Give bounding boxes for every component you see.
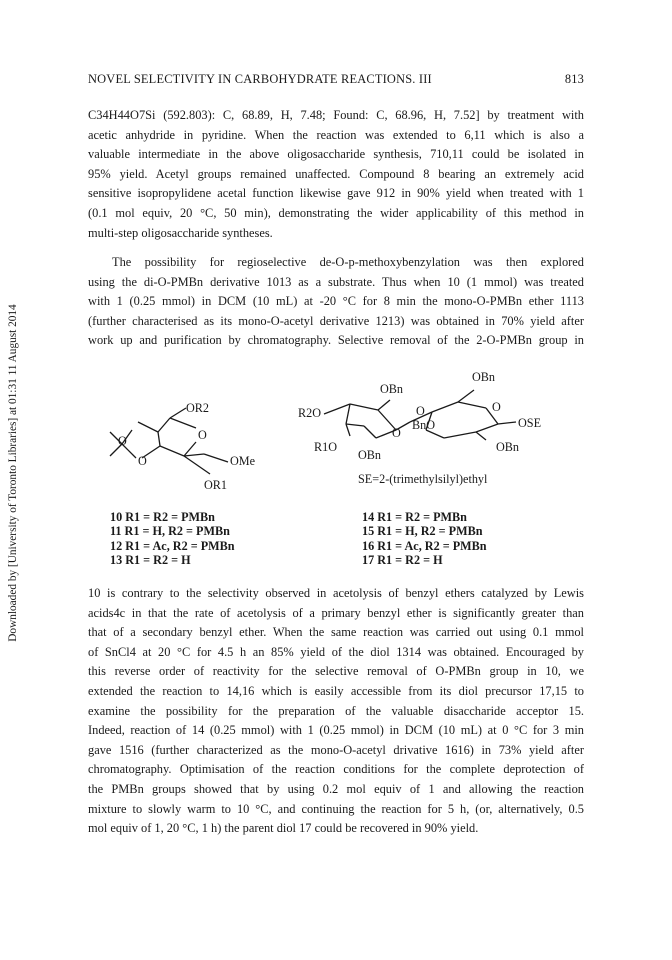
compound-entry: 13 R1 = R2 = H (110, 553, 191, 568)
compound-list-left (110, 510, 235, 568)
text-line: examine the possibility for the preparation of the valuable disaccharide acceptor 15. (88, 703, 584, 718)
text-line: The possibility for regioselective de-O-p-methoxybenzylation was then explored (112, 255, 584, 269)
paragraph-2 (88, 253, 584, 351)
text-line: using the di-O-PMBn derivative 1013 as a substrate. Thus when 10 (1 mmol) was treated (88, 274, 584, 289)
label-or2: OR2 (186, 401, 210, 415)
download-watermark: Downloaded by [University of Toronto Libraries] at 01:31 11 August 2014 (7, 304, 19, 642)
text-line: sensitive isopropylidene acetal function likewise gave 912 in 90% yield when treated with 1 (88, 186, 584, 201)
text-line: this reverse order of reactivity for the selective removal of O-PMBn group in 10, we (88, 664, 584, 679)
text-line: 10 is contrary to the selectivity observed in acetolysis of benzyl ethers catalyzed by Lewis (88, 586, 584, 600)
text-line: C34H44O7Si (592.803): C, 68.89, H, 7.48; Found: C, 68.96, H, 7.52] by treatment with (88, 108, 584, 122)
label-obn-bottom-right: OBn (496, 440, 520, 454)
label-o-acetal-bottom: O (138, 454, 147, 468)
label-o-ring-right: O (492, 400, 501, 414)
text-line: chromatography. Optimisation of the reaction conditions for the complete deprotection of (88, 762, 584, 777)
text-line: (further characterised as its mono-O-acetyl derivative 1213) was obtained in 70% yield after (88, 313, 584, 328)
label-obn-top-right: OBn (472, 370, 496, 384)
se-definition: SE=2-(trimethylsilyl)ethyl (358, 472, 488, 486)
label-ose: OSE (518, 416, 542, 430)
text-line: the PMBn groups showed that by using 0.2 mol equiv of 1 and allowing the reaction (88, 781, 584, 796)
text-line: multi-step oligosaccharide syntheses. (88, 225, 273, 240)
label-o-acetal-top: O (118, 434, 127, 448)
compound-entry: 11 R1 = H, R2 = PMBn (110, 524, 230, 539)
compound-entry: 14 R1 = R2 = PMBn (362, 510, 467, 524)
label-ome: OMe (230, 454, 256, 468)
text-line: mol equiv of 1, 20 °C, 1 h) the parent diol 17 could be recovered in 90% yield. (88, 821, 479, 836)
text-line: acetic anhydride in pyridine. When the reaction was extended to 6,11 which is also a (88, 127, 584, 142)
text-line: gave 1516 (further characterized as the mono-O-acetyl drivative 1616) in 73% yield after (88, 742, 584, 757)
label-or1: OR1 (204, 478, 228, 492)
label-r1o: R1O (314, 440, 338, 454)
text-line: that of a secondary benzyl ether. When the same reaction was carried out using 0.1 mmol (88, 625, 584, 640)
text-line: 95% yield. Acetyl groups remained unaffected. Compound 8 bearing an extremely acid (88, 166, 584, 181)
label-bno: BnO (412, 418, 436, 432)
text-line: valuable intermediate in the above oligosaccharide synthesis, 710,11 could be isolated in (88, 147, 584, 162)
text-line: extended the reaction to 14,16 which is easily accessible from its diol precursor 17,15 to (88, 683, 584, 698)
text-line: (0.1 mol equiv, 20 °C, 50 min), demonstrating the wider applicability of this method in (88, 205, 584, 220)
compound-entry: 16 R1 = Ac, R2 = PMBn (362, 538, 487, 553)
page-number: 813 (564, 72, 584, 86)
label-obn-top-left: OBn (380, 382, 404, 396)
label-o-ring: O (198, 428, 207, 442)
text-line: work up and purification by chromatography. Selective removal of the 2-O-PMBn group in (88, 333, 584, 348)
paragraph-1 (88, 106, 584, 243)
compound-entry: 15 R1 = H, R2 = PMBn (362, 524, 483, 539)
header-title: NOVEL SELECTIVITY IN CARBOHYDRATE REACTIONS. III (88, 72, 432, 86)
paragraph-3 (88, 584, 584, 839)
compound-entry: 10 R1 = R2 = PMBn (110, 510, 215, 524)
label-r2o: R2O (298, 406, 322, 420)
text-line: mixture to slowly warm to 10 °C, and continuing the reaction for 5 h, (or, alternatively, 0.5 (88, 801, 584, 816)
text-line: of SnCl4 at 20 °C for 4.5 h an 85% yield of the diol 1314 was obtained. Encouraged by (88, 644, 584, 659)
text-line: acids4c in that the rate of acetolysis of a primary benzyl ether is significantly greater than (88, 605, 584, 620)
compound-list-right (362, 510, 487, 568)
compound-entry: 17 R1 = R2 = H (362, 553, 443, 568)
compound-entry: 12 R1 = Ac, R2 = PMBn (110, 538, 235, 553)
label-o-ring-left: O (392, 426, 401, 440)
text-line: Indeed, reaction of 14 (0.25 mmol) with 1 (0.25 mmol) in DCM (10 mL) at 0 °C for 3 min (88, 723, 584, 738)
label-obn-bottom: OBn (358, 448, 382, 462)
text-line: with 1 (0.25 mmol) in DCM (10 mL) at -20 °C for 8 min the mono-O-PMBn ether 1113 (88, 294, 584, 309)
running-header (88, 72, 584, 87)
label-o-link: O (416, 404, 425, 418)
